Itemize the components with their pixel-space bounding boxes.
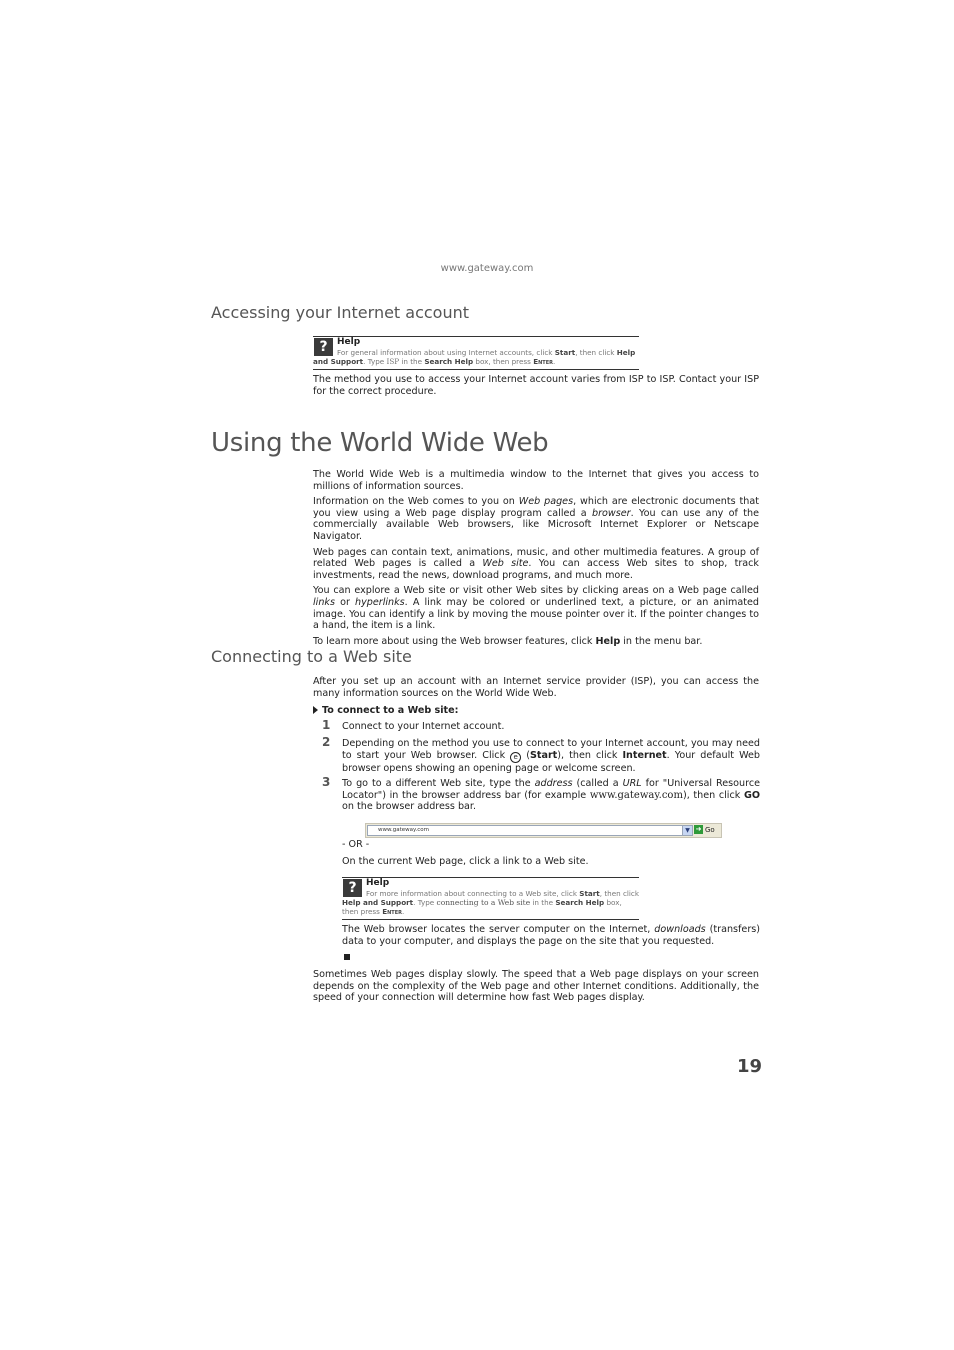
www-body xyxy=(313,469,759,651)
step-number-1: 1 xyxy=(322,718,331,732)
help-box-connecting xyxy=(342,877,639,920)
address-value: www.gateway.com xyxy=(378,827,429,833)
result-text: The Web browser locates the server computer on the Internet, downloads (transfers) data to your computer, and displays the page on the site that you requested. xyxy=(342,924,760,947)
help-text: For general information about using Internet accounts, click Start, then click Help and Support. Type ISP in the Search Help box, then press Enter. xyxy=(313,348,636,366)
connect-intro: After you set up an account with an Internet service provider (ISP), you can access the many information sources on the World Wide Web. xyxy=(313,676,759,699)
www-paragraph-2: Information on the Web comes to you on Web pages, which are electronic documents that you view using a Web page display program called a browser. You can use any of the commercially available Web browsers, like Microsoft Internet Explorer or Netscape Navigator. xyxy=(313,496,760,542)
help-title: Help xyxy=(366,878,390,888)
help-question-icon: ? xyxy=(343,879,362,897)
step-1-text: Connect to your Internet account. xyxy=(342,721,505,732)
step-number-3: 3 xyxy=(322,775,331,789)
end-of-procedure-icon xyxy=(344,954,350,960)
header-url: www.gateway.com xyxy=(440,263,534,274)
or-separator: - OR - xyxy=(342,839,370,850)
go-button[interactable] xyxy=(694,825,718,835)
step-number-2: 2 xyxy=(322,735,331,749)
www-paragraph-3: Web pages can contain text, animations, music, and other multimedia features. A group of related Web pages is called a Web site. You can access Web sites to shop, track investments, read the news, download programs, and much more. xyxy=(313,546,759,581)
procedure-title: To connect to a Web site: xyxy=(313,705,458,717)
www-paragraph-1: The World Wide Web is a multimedia window to the Internet that gives you access to millions of information sources. xyxy=(313,469,759,492)
chevron-down-icon[interactable]: ▼ xyxy=(682,826,692,835)
heading-using-www: Using the World Wide Web xyxy=(211,428,549,458)
help-box-isp xyxy=(313,336,639,370)
go-arrow-icon: ➜ xyxy=(695,825,702,833)
access-body-text: The method you use to access your Internet account varies from ISP to ISP. Contact your ISP for the correct procedure. xyxy=(313,374,759,397)
step-3-text: To go to a different Web site, type the address (called a URL for "Universal Resource Locator") in the browser address bar (for example www.gateway.com), then click GO on the browser address bar. xyxy=(342,778,761,813)
step-2-text: Depending on the method you use to connect to your Internet account, you may need to start your Web browser. Click e (Start), then click Internet. Your default Web browser opens showing an opening page or welcome screen. xyxy=(342,738,760,774)
go-label: Go xyxy=(705,826,715,834)
heading-connecting-web-site: Connecting to a Web site xyxy=(211,647,412,666)
help-title: Help xyxy=(337,337,361,347)
help-question-icon: ? xyxy=(314,338,333,356)
browser-address-bar xyxy=(365,823,722,838)
www-paragraph-4: You can explore a Web site or visit other Web sites by clicking areas on a Web page called links or hyperlinks. A link may be colored or underlined text, a picture, or an animated image. You can identify a link by moving the mouse pointer over it. If the pointer changes to a hand, the item is a link. xyxy=(313,585,759,632)
help-text: For more information about connecting to a Web site, click Start, then click Help and Support. Type connecting to a Web site in the Search Help box, then press Enter. xyxy=(342,889,640,916)
alt-instruction: On the current Web page, click a link to a Web site. xyxy=(342,856,589,867)
www-paragraph-5: To learn more about using the Web browser features, click Help in the menu bar. xyxy=(313,635,703,647)
heading-accessing-internet-account: Accessing your Internet account xyxy=(211,303,470,322)
address-input[interactable] xyxy=(367,825,693,836)
internet-explorer-icon: e xyxy=(510,752,521,763)
procedure-arrow-icon xyxy=(313,706,318,714)
closing-paragraph: Sometimes Web pages display slowly. The speed that a Web page displays on your screen depends on the complexity of the Web page and other Internet conditions. Additionally, the speed of your connection will determine how fast Web pages display. xyxy=(313,969,759,1004)
page-number: 19 xyxy=(736,1056,762,1077)
